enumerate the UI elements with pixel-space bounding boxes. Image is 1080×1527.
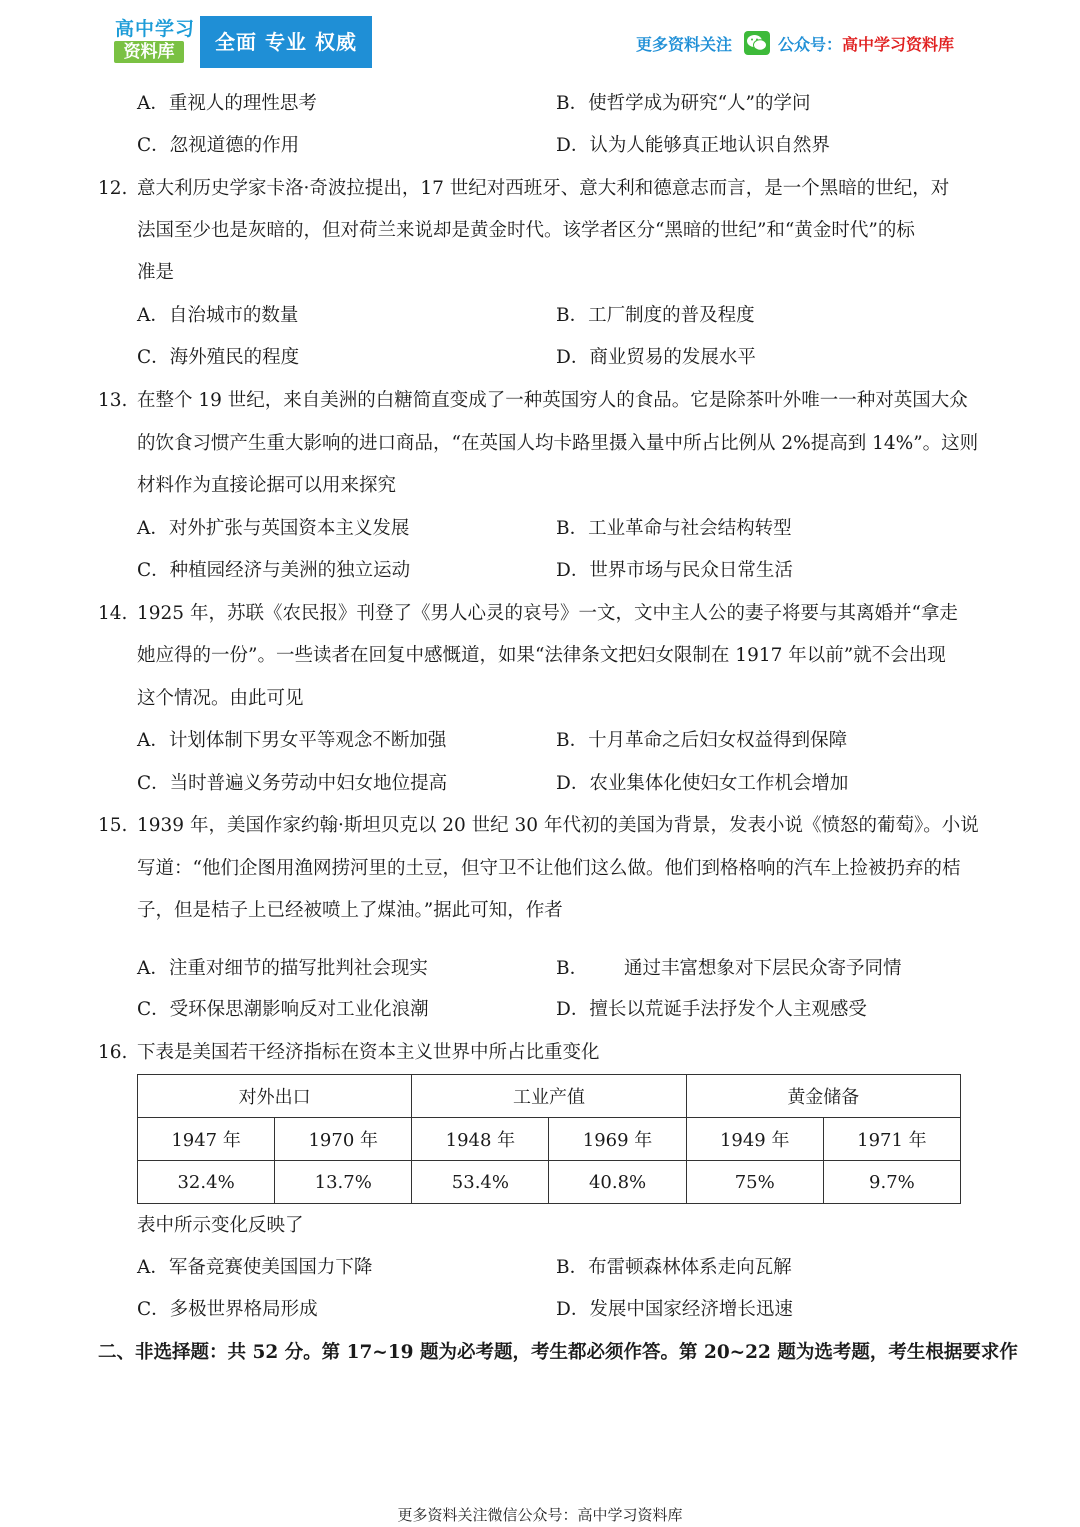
q15-line-2: 写道：“他们企图用渔网捞河里的土豆，但守卫不让他们这么做。他们到格格响的汽车上捡被扔弃的桔 — [137, 858, 961, 879]
q14-number: 14. — [98, 603, 128, 624]
table-value-cell: 75% — [686, 1161, 823, 1204]
q14-line-3: 这个情况。由此可见 — [137, 688, 304, 709]
table-year-cell: 1949 年 — [686, 1118, 823, 1161]
header-gzh-name: 高中学习资料库 — [842, 34, 955, 54]
q15-option-b-text: 通过丰富想象对下层民众寄予同情 — [624, 958, 902, 979]
logo-line-2: 资料库 — [114, 41, 184, 63]
table-year-cell: 1971 年 — [823, 1118, 960, 1161]
q16-option-a: A．军备竞赛使美国国力下降 — [137, 1257, 373, 1278]
q15-option-c: C．受环保思潮影响反对工业化浪潮 — [137, 999, 429, 1020]
q15-option-b-label: B． — [556, 958, 589, 979]
q16-option-c: C．多极世界格局形成 — [137, 1299, 318, 1320]
q13-option-a: A．对外扩张与英国资本主义发展 — [137, 518, 410, 539]
q14-option-c: C．当时普遍义务劳动中妇女地位提高 — [137, 773, 448, 794]
section-2-heading: 二、非选择题：共 52 分。第 17~19 题为必考题，考生都必须作答。第 20~22 题为选考题，考生根据要求作 — [98, 1342, 1018, 1363]
wechat-icon — [744, 31, 770, 55]
q15-line-3: 子，但是桔子上已经被喷上了煤油。”据此可知，作者 — [137, 900, 563, 921]
table-value-row — [138, 1161, 961, 1204]
header-gzh-label: 公众号： — [778, 34, 843, 54]
economic-indicators-table — [137, 1074, 961, 1204]
q16-after-text: 表中所示变化反映了 — [137, 1215, 304, 1236]
q11-option-d: D．认为人能够真正地认识自然界 — [556, 135, 830, 156]
header-more-text: 更多资料关注 — [636, 34, 733, 54]
q13-line-2: 的饮食习惯产生重大影响的进口商品，“在英国人均卡路里摄入量中所占比例从 2%提高到 14%”。这则 — [137, 433, 979, 454]
q12-line-3: 准是 — [137, 262, 175, 283]
q12-line-2: 法国至少也是灰暗的，但对荷兰来说却是黄金时代。该学者区分“黑暗的世纪”和“黄金时代”的标 — [137, 220, 915, 241]
logo — [112, 18, 198, 64]
table-header-cell: 工业产值 — [412, 1075, 686, 1118]
table-value-cell: 40.8% — [549, 1161, 686, 1204]
table-year-cell: 1948 年 — [412, 1118, 549, 1161]
q13-option-d: D．世界市场与民众日常生活 — [556, 560, 793, 581]
q14-option-d: D．农业集体化使妇女工作机会增加 — [556, 773, 849, 794]
q15-line-1: 1939 年，美国作家约翰·斯坦贝克以 20 世纪 30 年代初的美国为背景，发表小说《愤怒的葡萄》。小说 — [137, 815, 979, 836]
table-value-cell: 53.4% — [412, 1161, 549, 1204]
table-header-cell: 对外出口 — [138, 1075, 412, 1118]
q12-line-1: 意大利历史学家卡洛·奇波拉提出，17 世纪对西班牙、意大利和德意志而言，是一个黑暗的世纪，对 — [137, 178, 950, 199]
q16-stem: 下表是美国若干经济指标在资本主义世界中所占比重变化 — [137, 1042, 600, 1063]
q13-line-1: 在整个 19 世纪，来自美洲的白糖简直变成了一种英国穷人的食品。它是除茶叶外唯一一种对英国大众 — [137, 390, 968, 411]
q15-number: 15. — [98, 815, 128, 836]
table-year-row — [138, 1118, 961, 1161]
q13-number: 13. — [98, 390, 128, 411]
q12-option-c: C．海外殖民的程度 — [137, 347, 300, 368]
page-footer: 更多资料关注微信公众号：高中学习资料库 — [397, 1506, 683, 1524]
q13-option-b: B．工业革命与社会结构转型 — [556, 518, 792, 539]
header-promo — [636, 30, 954, 56]
q16-option-d: D．发展中国家经济增长迅速 — [556, 1299, 793, 1320]
table-value-cell: 9.7% — [823, 1161, 960, 1204]
q11-option-a: A．重视人的理性思考 — [137, 93, 317, 114]
table-value-cell: 32.4% — [138, 1161, 275, 1204]
q13-line-3: 材料作为直接论据可以用来探究 — [137, 475, 397, 496]
q11-option-b: B．使哲学成为研究“人”的学问 — [556, 93, 811, 114]
q14-line-2: 她应得的一份”。一些读者在回复中感慨道，如果“法律条文把妇女限制在 1917 年以前”就不会出现 — [137, 645, 946, 666]
q12-option-b: B．工厂制度的普及程度 — [556, 305, 755, 326]
q16-option-b: B．布雷顿森林体系走向瓦解 — [556, 1257, 792, 1278]
q12-option-a: A．自治城市的数量 — [137, 305, 299, 326]
table-header-cell: 黄金储备 — [686, 1075, 960, 1118]
q12-option-d: D．商业贸易的发展水平 — [556, 347, 756, 368]
logo-line-1: 高中学习 — [114, 18, 195, 40]
table-year-cell: 1969 年 — [549, 1118, 686, 1161]
q11-option-c: C．忽视道德的作用 — [137, 135, 300, 156]
q12-number: 12. — [98, 178, 128, 199]
q13-option-c: C．种植园经济与美洲的独立运动 — [137, 560, 411, 581]
header-banner: 全面 专业 权威 — [200, 16, 372, 68]
q15-option-d: D．擅长以荒诞手法抒发个人主观感受 — [556, 999, 867, 1020]
q14-line-1: 1925 年，苏联《农民报》刊登了《男人心灵的哀号》一文，文中主人公的妻子将要与其离婚并“拿走 — [137, 603, 958, 624]
q14-option-a: A．计划体制下男女平等观念不断加强 — [137, 730, 447, 751]
q15-option-a: A．注重对细节的描写批判社会现实 — [137, 958, 428, 979]
table-year-cell: 1970 年 — [275, 1118, 412, 1161]
table-year-cell: 1947 年 — [138, 1118, 275, 1161]
q14-option-b: B．十月革命之后妇女权益得到保障 — [556, 730, 848, 751]
q16-number: 16. — [98, 1042, 128, 1063]
table-header-row — [138, 1075, 961, 1118]
table-value-cell: 13.7% — [275, 1161, 412, 1204]
